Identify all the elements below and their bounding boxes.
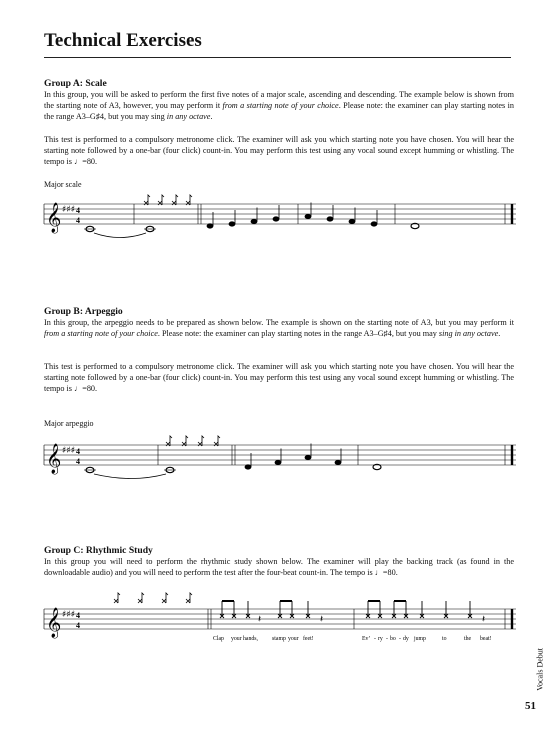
arpeggio-notes bbox=[245, 444, 341, 470]
svg-text:beat!: beat! bbox=[480, 636, 492, 642]
lyrics bbox=[213, 635, 492, 642]
svg-text:Clap: Clap bbox=[213, 636, 224, 642]
rhythm-staff bbox=[40, 596, 520, 644]
time-sig-bottom: 4 bbox=[76, 457, 80, 466]
svg-text:feet!: feet! bbox=[303, 636, 314, 642]
svg-text:your: your bbox=[231, 636, 242, 642]
group-a-caption: Major scale bbox=[44, 180, 82, 189]
time-sig-top: 4 bbox=[76, 206, 80, 215]
group-b-paragraph-2: This test is performed to a compulsory metronome click. The examiner will ask you which starting note you have chosen. You will hear the starting note followed by a one-bar (four click) count-in. You may perform this test using any vocal sound except humming or whistling. The tempo is ♩=80. bbox=[44, 362, 514, 394]
group-b-heading: Group B: Arpeggio bbox=[44, 306, 123, 317]
svg-text:jump: jump bbox=[414, 636, 426, 642]
svg-text:bo: bo bbox=[390, 636, 396, 642]
svg-text:-: - bbox=[399, 636, 401, 642]
time-sig-top: 4 bbox=[76, 611, 80, 620]
group-a-tempo: ♩=80. bbox=[74, 157, 98, 167]
treble-clef: 𝄞 bbox=[46, 444, 62, 474]
group-b-tempo: ♩=80. bbox=[74, 384, 98, 394]
title-rule bbox=[44, 57, 511, 58]
svg-text:hands,: hands, bbox=[243, 636, 258, 642]
svg-text:stamp: stamp bbox=[272, 636, 286, 642]
svg-text:-: - bbox=[386, 636, 388, 642]
group-b-caption: Major arpeggio bbox=[44, 419, 94, 428]
key-sharps: ♯♯♯ bbox=[62, 610, 76, 620]
group-b-paragraph-1: In this group, the arpeggio needs to be prepared as shown below. The example is shown on the starting note of A3, but you may perform it from a starting note of your choice. Please note: the examiner can play starting notes in the range A3–G♯4, but you may sing in any octave. bbox=[44, 318, 514, 339]
tie bbox=[94, 233, 146, 238]
group-a-paragraph-1: In this group, you will be asked to perform the first five notes of a major scale, ascending and descending. The example below is shown from the starting note of A3, however, you may perform it from a starting note of your choice. Please note: the examiner can play starting notes in the range A3–G♯4, but you may sing in any octave. bbox=[44, 90, 514, 122]
group-c-heading: Group C: Rhythmic Study bbox=[44, 545, 153, 556]
time-sig-bottom: 4 bbox=[76, 621, 80, 630]
svg-text:Ev’: Ev’ bbox=[362, 636, 371, 642]
scale-notes bbox=[207, 203, 377, 229]
svg-text:to: to bbox=[442, 636, 447, 642]
slash-notes bbox=[144, 195, 192, 205]
quarter-rest: 𝄽 bbox=[258, 614, 262, 625]
group-a-heading: Group A: Scale bbox=[44, 78, 107, 89]
side-label: Vocals Debut bbox=[536, 648, 545, 691]
svg-text:ry: ry bbox=[378, 636, 383, 642]
page-number: 51 bbox=[525, 700, 536, 712]
group-a-paragraph-2: This test is performed to a compulsory metronome click. The examiner will ask you which starting note you have chosen. You will hear the starting note followed by a one-bar (four click) count-in. You may perform this test using any vocal sound except humming or whistling. The tempo is ♩=80. bbox=[44, 135, 514, 167]
time-sig-top: 4 bbox=[76, 447, 80, 456]
treble-clef: 𝄞 bbox=[46, 203, 62, 233]
treble-clef: 𝄞 bbox=[46, 608, 62, 638]
svg-text:-: - bbox=[374, 636, 376, 642]
quarter-rest: 𝄽 bbox=[320, 614, 324, 625]
time-sig-bottom: 4 bbox=[76, 216, 80, 225]
scale-staff bbox=[40, 196, 520, 241]
group-c-tempo: ♩=80. bbox=[374, 568, 398, 578]
svg-text:dy: dy bbox=[403, 636, 409, 642]
svg-text:your: your bbox=[288, 636, 299, 642]
page-title: Technical Exercises bbox=[44, 30, 202, 51]
key-sharps: ♯♯♯ bbox=[62, 205, 76, 215]
slash-notes bbox=[166, 436, 220, 446]
arpeggio-staff bbox=[40, 437, 520, 482]
key-sharps: ♯♯♯ bbox=[62, 446, 76, 456]
tie bbox=[94, 474, 166, 479]
quarter-rest: 𝄽 bbox=[482, 614, 486, 625]
slash-notes bbox=[114, 593, 192, 603]
group-c-paragraph: In this group you will need to perform the rhythmic study shown below. The examiner will play the backing track (as found in the downloadable audio) and you will need to perform the test after the four-beat count-in. The tempo is ♩=80. bbox=[44, 557, 514, 578]
svg-text:the: the bbox=[464, 636, 472, 642]
